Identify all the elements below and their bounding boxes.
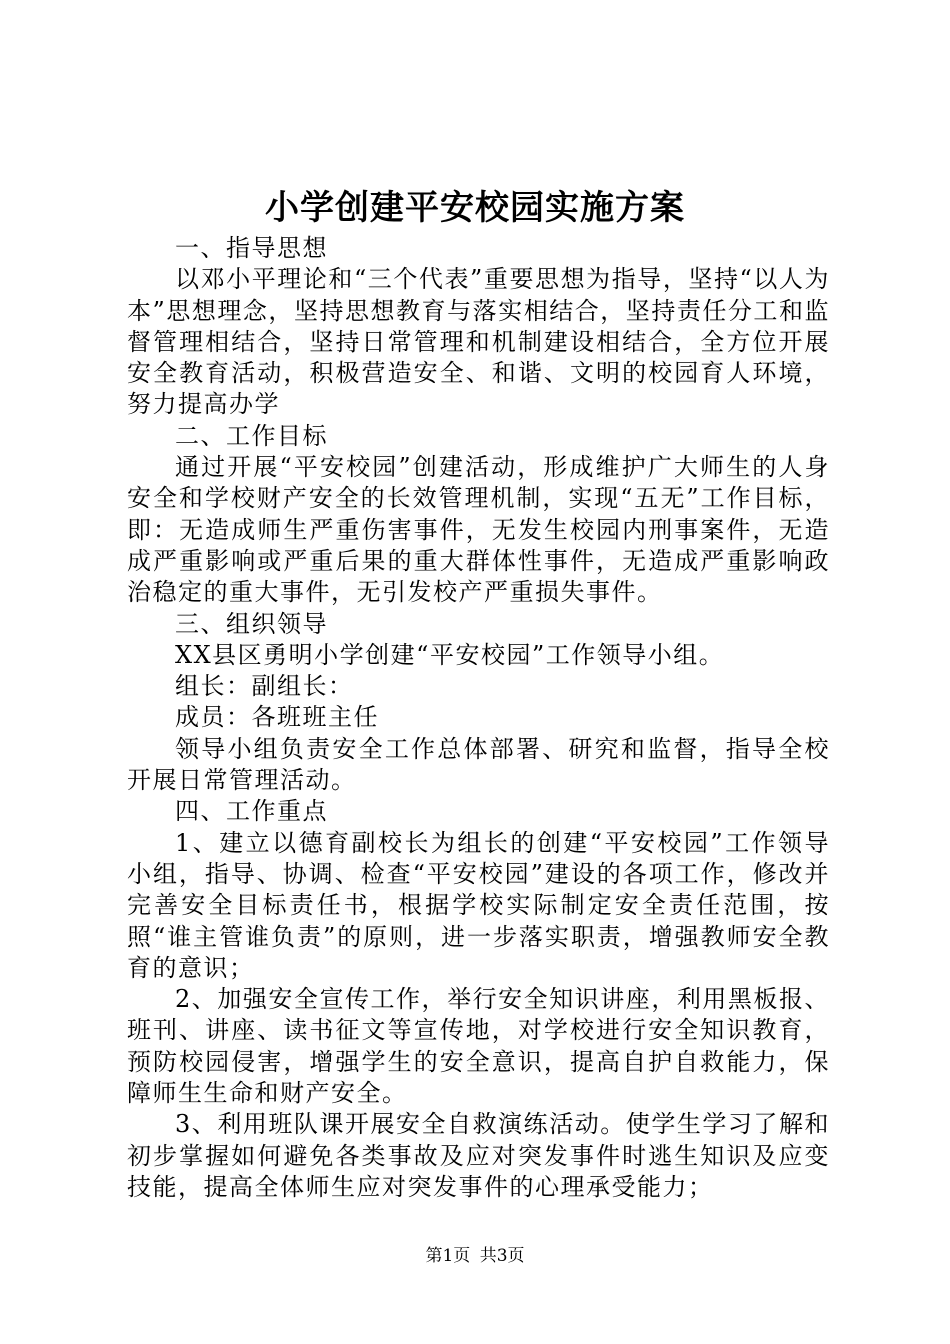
page-footer	[0, 1244, 950, 1268]
paragraph-leading-group: XX县区勇明小学创建“平安校园”工作领导小组。	[175, 640, 725, 669]
section-heading-work-goals: 二、工作目标	[175, 421, 328, 450]
document-title: 小学创建平安校园实施方案	[265, 188, 685, 228]
paragraph-group-members: 成员：各班班主任	[175, 703, 379, 732]
page-number: 第1页	[425, 1246, 471, 1266]
page-total: 共3页	[479, 1246, 525, 1266]
paragraph-group-leaders: 组长：副组长：	[175, 672, 354, 701]
paragraph-group-duties: 领导小组负责安全工作总体部署、研究和监督，指导全校开展日常管理活动。	[127, 734, 830, 795]
paragraph-work-goals: 通过开展“平安校园”创建活动，形成维护广大师生的人身安全和学校财产安全的长效管理机制，实现“五无”工作目标，即：无造成师生严重伤害事件，无发生校园内刑事案件，无造成严重影响或严重后果的重大群体性事件，无造成严重影响政治稳定的重大事件，无引发校产严重损失事件。	[127, 453, 830, 607]
paragraph-guiding-ideology: 以邓小平理论和“三个代表”重要思想为指导，坚持“以人为本”思想理念，坚持思想教育与落实相结合，坚持责任分工和监督管理相结合，坚持日常管理和机制建设相结合，全方位开展安全教育活动，积极营造安全、和谐、文明的校园育人环境，努力提高办学	[127, 265, 830, 419]
section-heading-key-work: 四、工作重点	[175, 797, 328, 826]
paragraph-key-work-2: 2、加强安全宣传工作，举行安全知识讲座，利用黑板报、班刊、讲座、读书征文等宣传地，对学校进行安全知识教育，预防校园侵害，增强学生的安全意识，提高自护自救能力，保障师生生命和财产安全。	[127, 985, 830, 1108]
paragraph-key-work-3: 3、利用班队课开展安全自救演练活动。使学生学习了解和初步掌握如何避免各类事故及应对突发事件时逃生知识及应变技能，提高全体师生应对突发事件的心理承受能力；	[127, 1110, 830, 1201]
section-heading-organization: 三、组织领导	[175, 609, 328, 638]
paragraph-key-work-1: 1、建立以德育副校长为组长的创建“平安校园”工作领导小组，指导、协调、检查“平安校园”建设的各项工作，修改并完善安全目标责任书，根据学校实际制定安全责任范围，按照“谁主管谁负责”的原则，进一步落实职责，增强教师安全教育的意识；	[127, 828, 830, 982]
document-body	[127, 233, 830, 1203]
section-heading-guiding-ideology: 一、指导思想	[175, 234, 328, 262]
